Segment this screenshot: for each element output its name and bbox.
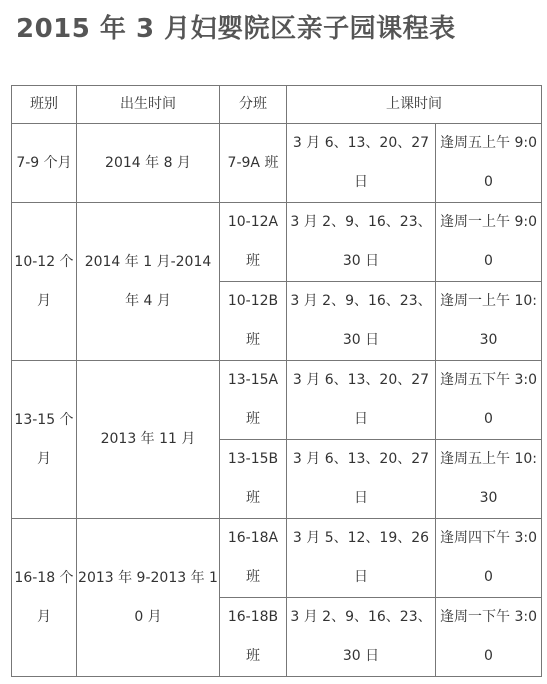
- when-cell: 逢周五下午 3:00: [436, 361, 542, 440]
- class-cell: 13-15A 班: [220, 361, 287, 440]
- table-row: [12, 361, 542, 440]
- when-cell: 逢周五上午 9:00: [436, 124, 542, 203]
- dates-cell: 3 月 6、13、20、27 日: [287, 440, 436, 519]
- when-cell: 逢周一上午 9:00: [436, 203, 542, 282]
- birth-cell: 2014 年 8 月: [77, 124, 220, 203]
- class-cell: 16-18B 班: [220, 598, 287, 677]
- when-cell: 逢周四下午 3:00: [436, 519, 542, 598]
- dates-cell: 3 月 5、12、19、26 日: [287, 519, 436, 598]
- header-row: [12, 86, 542, 124]
- dates-cell: 3 月 6、13、20、27 日: [287, 124, 436, 203]
- header-group: 班别: [12, 86, 77, 124]
- dates-cell: 3 月 2、9、16、23、30 日: [287, 203, 436, 282]
- dates-cell: 3 月 2、9、16、23、30 日: [287, 282, 436, 361]
- header-birth: 出生时间: [77, 86, 220, 124]
- when-cell: 逢周一下午 3:00: [436, 598, 542, 677]
- class-cell: 10-12B 班: [220, 282, 287, 361]
- dates-cell: 3 月 6、13、20、27 日: [287, 361, 436, 440]
- dates-cell: 3 月 2、9、16、23、30 日: [287, 598, 436, 677]
- group-cell: 16-18 个月: [12, 519, 77, 677]
- table-row: [12, 519, 542, 598]
- birth-cell: 2014 年 1 月-2014 年 4 月: [77, 203, 220, 361]
- header-class: 分班: [220, 86, 287, 124]
- class-cell: 16-18A 班: [220, 519, 287, 598]
- group-cell: 10-12 个月: [12, 203, 77, 361]
- when-cell: 逢周一上午 10:30: [436, 282, 542, 361]
- page-title: 2015 年 3 月妇婴院区亲子园课程表: [16, 14, 456, 44]
- table-row: [12, 203, 542, 282]
- schedule-table: [11, 85, 542, 677]
- when-cell: 逢周五上午 10:30: [436, 440, 542, 519]
- group-cell: 13-15 个月: [12, 361, 77, 519]
- birth-cell: 2013 年 9-2013 年 10 月: [77, 519, 220, 677]
- table-row: [12, 124, 542, 203]
- group-cell: 7-9 个月: [12, 124, 77, 203]
- birth-cell: 2013 年 11 月: [77, 361, 220, 519]
- header-time: 上课时间: [287, 86, 542, 124]
- class-cell: 13-15B 班: [220, 440, 287, 519]
- class-cell: 10-12A 班: [220, 203, 287, 282]
- class-cell: 7-9A 班: [220, 124, 287, 203]
